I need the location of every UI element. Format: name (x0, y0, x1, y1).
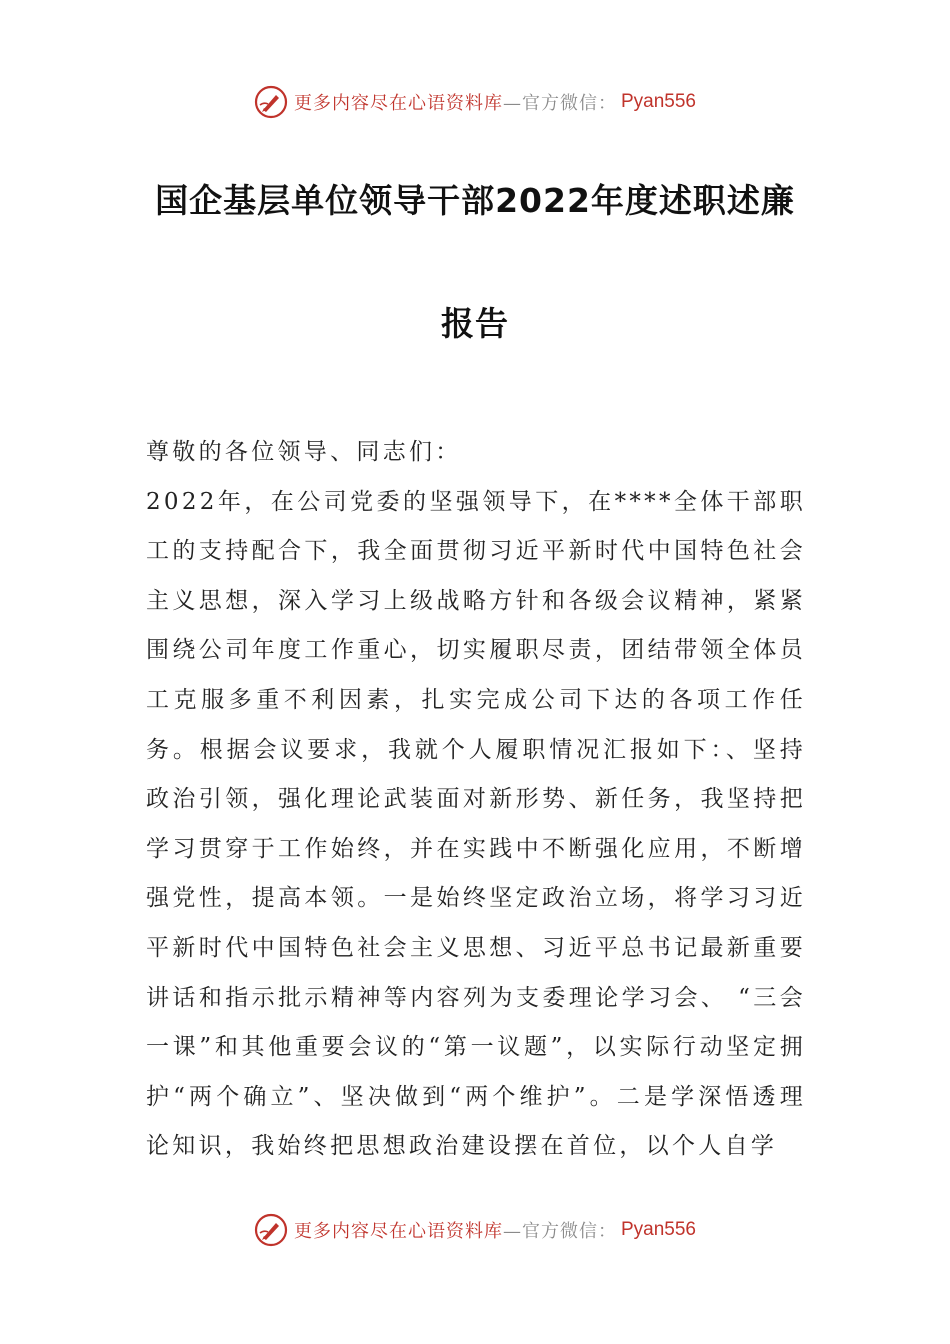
watermark-header (0, 82, 950, 122)
watermark-site-text: 更多内容尽在心语资料库 (293, 1221, 503, 1242)
body-paragraph: 2022年，在公司党委的坚强领导下，在****全体干部职工的支持配合下，我全面贯彻习近平新时代中国特色社会主义思想，深入学习上级战略方针和各级会议精神，紧紧围绕公司年度工作重心，切实履职尽责，团结带领全体员工克服多重不利因素，扎实完成公司下达的各项工作任务。根据会议要求，我就个人履职情况汇报如下：、坚持政治引领，强化理论武装面对新形势、新任务，我坚持把学习贯穿于工作始终，并在实践中不断强化应用，不断增强党性，提高本领。一是始终坚定政治立场，将学习习近平新时代中国特色社会主义思想、习近平总书记最新重要讲话和指示批示精神等内容列为支委理论学习会、 “三会一课”和其他重要会议的“第一议题”，以实际行动坚定拥护“两个确立”、坚决做到“两个维护”。二是学深悟透理论知识，我始终把思想政治建设摆在首位，以个人自学 (146, 488, 806, 1160)
document-body (146, 428, 806, 1172)
watermark-separator-text: —官方微信： (502, 93, 617, 114)
watermark-separator-text: —官方微信： (502, 1221, 617, 1242)
watermark-wechat-id: Pyan556 (620, 91, 696, 112)
pen-nib-logo-icon (254, 1213, 288, 1247)
watermark-site-text: 更多内容尽在心语资料库 (293, 93, 503, 114)
watermark-footer (0, 1210, 950, 1250)
salutation: 尊敬的各位领导、同志们： (146, 439, 462, 465)
document-title-line2: 报告 (441, 304, 509, 343)
document-title-line1: 国企基层单位领导干部2022年度述职述廉 (155, 181, 795, 220)
watermark-wechat-id: Pyan556 (620, 1219, 696, 1240)
pen-nib-logo-icon (254, 85, 288, 119)
